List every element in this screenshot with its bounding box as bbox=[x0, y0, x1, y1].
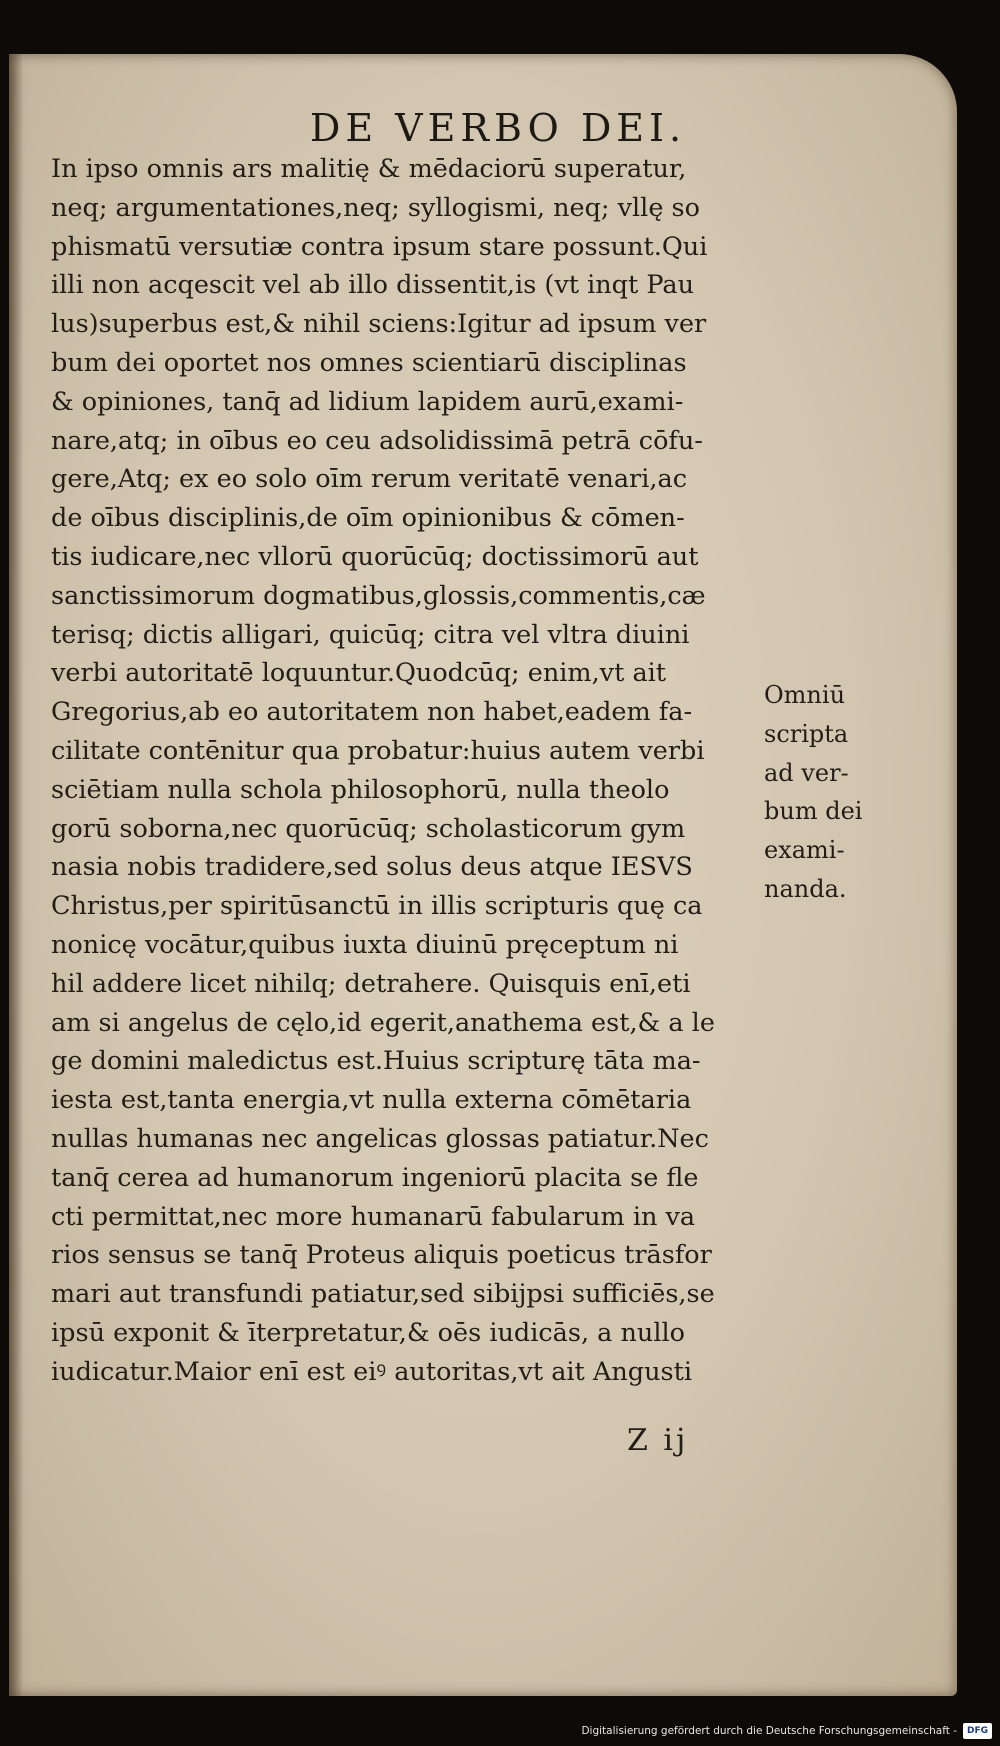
text-line: neq; argumentationes,neq; syllogismi, neq; vllę so bbox=[51, 192, 700, 223]
text-line: Gregorius,ab eo autoritatem non habet,eadem fa- bbox=[51, 697, 693, 728]
text-line: iesta est,tanta energia,vt nulla externa cōmētaria bbox=[51, 1085, 692, 1116]
text-line: cti permittat,nec more humanarū fabularum in va bbox=[51, 1201, 696, 1232]
text-line: nare,atq; in oībus eo ceu adsolidissimā petrā cōfu- bbox=[51, 425, 703, 456]
text-line: hil addere licet nihilq; detrahere. Quisquis enī,eti bbox=[51, 968, 691, 999]
text-line: tis iudicare,nec vllorū quorūcūq; doctissimorū aut bbox=[51, 541, 699, 572]
footer-credit bbox=[581, 1720, 992, 1742]
text-line: sanctissimorum dogmatibus,glossis,commentis,cæ bbox=[51, 580, 706, 611]
text-line: bum dei oportet nos omnes scientiarū disciplinas bbox=[51, 347, 687, 378]
text-line: ipsū exponit & īterpretatur,& oēs iudicās, a nullo bbox=[51, 1317, 685, 1348]
dfg-logo: DFG bbox=[963, 1723, 992, 1739]
text-line: & opiniones, tanq̄ ad lidium lapidem aurū,exami- bbox=[51, 386, 684, 417]
marginal-note-line: exami- bbox=[764, 836, 845, 865]
running-head-text: DE VERBO DEI. bbox=[309, 106, 687, 150]
text-line: Christus,per spiritūsanctū in illis scripturis quę ca bbox=[51, 891, 703, 922]
marginal-note-line: bum dei bbox=[764, 797, 863, 826]
text-line: terisq; dictis alligari, quicūq; citra vel vltra diuini bbox=[51, 619, 690, 650]
text-line: mari aut transfundi patiatur,sed sibijpsi sufficiēs,se bbox=[51, 1279, 715, 1310]
text-line: cilitate contēnitur qua probatur:huius autem verbi bbox=[51, 735, 705, 766]
text-line: verbi autoritatē loquuntur.Quodcūq; enim,vt ait bbox=[51, 658, 667, 689]
text-line: nasia nobis tradidere,sed solus deus atque IESVS bbox=[51, 852, 693, 883]
text-line: gorū soborna,nec quorūcūq; scholasticorum gym bbox=[51, 813, 686, 844]
text-line: ge domini maledictus est.Huius scripturę tāta ma- bbox=[51, 1046, 701, 1077]
footer-credit-text: Digitalisierung gefördert durch die Deutsche Forschungsgemeinschaft - bbox=[581, 1725, 957, 1737]
marginal-note-line: ad ver- bbox=[764, 758, 849, 787]
text-line: rios sensus se tanq̄ Proteus aliquis poeticus trāsfor bbox=[51, 1240, 712, 1271]
text-line: phismatū versutiæ contra ipsum stare possunt.Qui bbox=[51, 231, 708, 262]
text-line: nullas humanas nec angelicas glossas patiatur.Nec bbox=[51, 1123, 709, 1154]
text-line: iudicatur.Maior enī est eiꝰ autoritas,vt ait Angusti bbox=[51, 1356, 692, 1387]
text-line: de oībus disciplinis,de oīm opinionibus & cōmen- bbox=[51, 503, 685, 534]
marginal-note-line: Omniū bbox=[764, 681, 846, 709]
text-line: lus)superbus est,& nihil sciens:Igitur ad ipsum ver bbox=[51, 309, 707, 340]
text-line: nonicę vocātur,quibus iuxta diuinū pręceptum ni bbox=[51, 929, 679, 960]
book-page bbox=[9, 54, 957, 1696]
text-line: am si angelus de cęlo,id egerit,anathema est,& a le bbox=[51, 1007, 715, 1038]
page-gutter-shadow bbox=[9, 54, 23, 1696]
marginal-note-line: nanda. bbox=[764, 874, 847, 903]
text-line: In ipso omnis ars malitię & mēdaciorū superatur, bbox=[51, 154, 687, 184]
signature-mark: Z ij bbox=[627, 1423, 689, 1458]
body-text bbox=[51, 150, 771, 1392]
text-line: gere,Atq; ex eo solo oīm rerum veritatē venari,ac bbox=[51, 464, 687, 495]
text-line: illi non acqescit vel ab illo dissentit,is (vt inqt Pau bbox=[51, 270, 694, 301]
text-line: tanq̄ cerea ad humanorum ingeniorū placita se fle bbox=[51, 1162, 699, 1193]
running-head bbox=[9, 106, 957, 150]
marginal-note-line: scripta bbox=[764, 719, 849, 748]
text-line: sciētiam nulla schola philosophorū, nulla theolo bbox=[51, 774, 670, 805]
marginal-note bbox=[764, 676, 862, 909]
